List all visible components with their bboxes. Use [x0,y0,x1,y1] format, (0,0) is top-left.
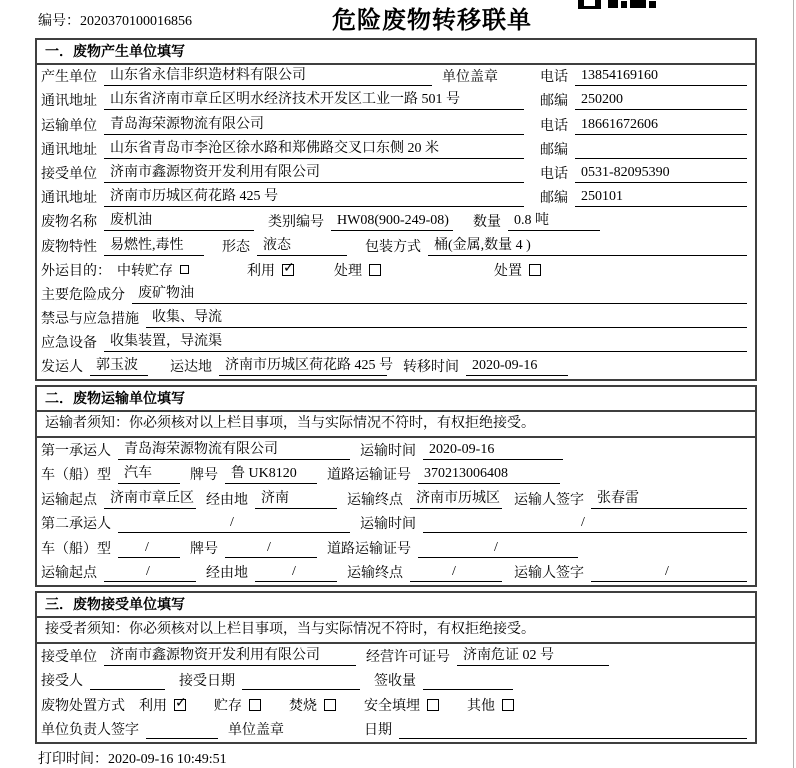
row-equipment [37,331,755,355]
zip2-label: 邮编 [540,142,568,158]
hazard-label: 主要危险成分 [41,287,125,303]
consignor-field: 郭玉波 [90,354,148,376]
manager-sign-field [146,722,218,739]
carrier2-field: / [118,515,350,533]
serial-value: 2020370100016856 [80,14,192,29]
serial-label: 编号： [38,14,80,29]
purpose-dispose-checkbox [529,264,541,276]
row-carrier2 [37,512,755,537]
qr-code-fragment-icon [578,0,658,9]
amount-label: 签收量 [374,674,416,690]
section2-header: 二．废物运输单位填写 [37,387,755,412]
category-field: HW08(900-249-08) [331,213,453,231]
row-receiver [37,162,755,186]
via1-field: 济南 [255,487,337,509]
zip1-label: 邮编 [540,94,568,110]
vehicle1-label: 车（船）型 [41,468,111,484]
purpose-option-treat [334,260,381,280]
form-top-bar [0,0,796,38]
row-route1 [37,487,755,512]
license2-label: 道路运输证号 [327,541,411,557]
vehicle2-label: 车（船）型 [41,541,111,557]
row-manager-sign [37,718,755,743]
phone1-label: 电话 [540,70,568,86]
addr3-label: 通讯地址 [41,191,97,207]
page-title: 危险废物转移联单 [332,7,532,34]
license2-field: / [418,540,578,558]
destination-field: 济南市历城区荷花路 425 号 [219,354,387,376]
receive-unit-label: 接受单位 [41,649,97,665]
transfer-date-label: 转移时间 [403,360,459,376]
addr1-label: 通讯地址 [41,94,97,110]
origin1-field: 济南市章丘区 [104,487,196,509]
license-number-field: 济南危证 02 号 [457,644,609,666]
quantity-field: 0.8 吨 [508,209,600,231]
purpose-treat-label: 处理 [334,263,362,279]
addr2-field: 山东省青岛市李沧区徐水路和郑佛路交叉口东侧 20 米 [104,137,524,159]
transporter-label: 运输单位 [41,118,97,134]
date2-label: 日期 [364,723,392,739]
receive-date-field [242,673,360,690]
row-taboo [37,307,755,331]
carrier1-field: 青岛海荣源物流有限公司 [118,438,350,460]
row-carrier1 [37,438,755,463]
addr2-label: 通讯地址 [41,142,97,158]
purpose-option-recycle [247,260,294,280]
row-disposal [37,693,755,718]
receiver-field: 济南市鑫源物资开发利用有限公司 [104,161,524,183]
purpose-transfer-label: 中转贮存 [117,263,173,279]
addr3-field: 济南市历城区荷花路 425 号 [104,185,524,207]
disposal-burn-label: 焚烧 [289,698,317,714]
disposal-recycle-checkbox [174,699,186,711]
waste-name-field: 废机油 [104,209,254,231]
row-waste-character [37,234,755,258]
sign2-label: 运输人签字 [514,566,584,582]
equipment-field: 收集装置，导流渠 [104,330,747,352]
section-receiver [35,591,757,744]
license1-label: 道路运输证号 [327,468,411,484]
purpose-option-dispose [494,260,541,280]
unit-seal-label: 单位盖章 [442,70,498,86]
page-right-edge [793,0,794,768]
disposal-option-other [467,695,514,715]
via1-label: 经由地 [206,492,248,508]
date2-field [399,722,747,739]
purpose-treat-checkbox [369,264,381,276]
disposal-store-label: 贮存 [214,698,242,714]
purpose-transfer-checkbox [180,265,189,274]
print-time-value: 2020-09-16 10:49:51 [108,752,227,768]
taboo-field: 收集、导流 [146,306,747,328]
disposal-option-burn [289,695,336,715]
disposal-landfill-label: 安全填埋 [364,698,420,714]
phone3-label: 电话 [540,166,568,182]
section1-header: 一．废物产生单位填写 [37,40,755,65]
row-vehicle2 [37,536,755,561]
row-purpose [37,259,755,283]
waste-name-label: 废物名称 [41,215,97,231]
plate1-label: 牌号 [190,468,218,484]
producer-label: 产生单位 [41,70,97,86]
phone3-field: 0531-82095390 [575,165,747,183]
category-label: 类别编号 [268,215,324,231]
end1-field: 济南市历城区 [410,487,502,509]
recipient-label: 接受人 [41,674,83,690]
serial-number [38,10,192,30]
time2-field: / [423,515,747,533]
origin2-field: / [104,564,196,582]
row-producer-address [37,89,755,113]
disposal-recycle-label: 利用 [139,698,167,714]
zip3-field: 250101 [575,189,747,207]
print-time-label: 打印时间： [38,752,108,768]
time1-label: 运输时间 [360,443,416,459]
section3-header: 三．废物接受单位填写 [37,593,755,618]
disposal-landfill-checkbox [427,699,439,711]
row-vehicle1 [37,463,755,488]
producer-field: 山东省永信非织造材料有限公司 [104,64,432,86]
time2-label: 运输时间 [360,517,416,533]
transporter-notice: 运输者须知：你必须核对以上栏目事项，当与实际情况不符时，有权拒绝接受。 [37,412,755,438]
vehicle2-field: / [118,540,180,558]
row-hazard [37,283,755,307]
vehicle1-field: 汽车 [118,462,180,484]
disposal-other-checkbox [502,699,514,711]
zip2-field [575,142,747,159]
purpose-option-transfer [117,260,189,280]
zip3-label: 邮编 [540,191,568,207]
row-waste-name [37,210,755,234]
license-number-label: 经营许可证号 [366,649,450,665]
phone1-field: 13854169160 [575,68,747,86]
disposal-other-label: 其他 [467,698,495,714]
section-producer [35,38,757,381]
disposal-label: 废物处置方式 [41,698,125,714]
end1-label: 运输终点 [347,492,403,508]
license1-field: 370213006408 [418,466,560,484]
disposal-store-checkbox [249,699,261,711]
recipient-field [90,673,165,690]
manager-sign-label: 单位负责人签字 [41,723,139,739]
purpose-recycle-label: 利用 [247,263,275,279]
section-transporter [35,385,757,587]
carrier2-label: 第二承运人 [41,517,111,533]
purpose-label: 外运目的： [41,263,111,279]
disposal-burn-checkbox [324,699,336,711]
quantity-label: 数量 [473,215,501,231]
receiver-seal-label: 单位盖章 [228,723,284,739]
end2-label: 运输终点 [347,566,403,582]
character-label: 废物特性 [41,239,97,255]
row-recipient [37,669,755,694]
via2-label: 经由地 [206,566,248,582]
sign1-field: 张春雷 [591,487,747,509]
plate2-field: / [225,540,317,558]
equipment-label: 应急设备 [41,336,97,352]
packing-label: 包装方式 [365,239,421,255]
receive-unit-field: 济南市鑫源物资开发利用有限公司 [104,644,356,666]
form-field: 液态 [257,234,347,256]
disposal-option-recycle [139,695,186,715]
hazard-field: 废矿物油 [132,282,747,304]
receiver-label: 接受单位 [41,166,97,182]
purpose-dispose-label: 处置 [494,263,522,279]
row-producer [37,65,755,89]
receiver-notice: 接受者须知：你必须核对以上栏目事项，当与实际情况不符时，有权拒绝接受。 [37,618,755,644]
destination-label: 运达地 [170,360,212,376]
row-route2 [37,561,755,586]
carrier1-label: 第一承运人 [41,443,111,459]
origin2-label: 运输起点 [41,566,97,582]
packing-field: 桶(金属,数量 4 ) [428,234,747,256]
time1-field: 2020-09-16 [423,442,563,460]
transfer-date-field: 2020-09-16 [466,358,568,376]
origin1-label: 运输起点 [41,492,97,508]
row-receiver-address [37,186,755,210]
phone2-label: 电话 [540,118,568,134]
form-label: 形态 [222,239,250,255]
sign2-field: / [591,564,747,582]
disposal-option-store [214,695,261,715]
zip1-field: 250200 [575,92,747,110]
via2-field: / [255,564,337,582]
plate2-label: 牌号 [190,541,218,557]
row-consignor [37,355,755,379]
purpose-recycle-checkbox [282,264,294,276]
sign1-label: 运输人签字 [514,492,584,508]
receive-date-label: 接受日期 [179,674,235,690]
end2-field: / [410,564,502,582]
amount-field [423,673,513,690]
row-transporter-address [37,138,755,162]
row-receive-unit [37,644,755,669]
print-time [38,748,796,768]
row-transporter [37,113,755,137]
consignor-label: 发运人 [41,360,83,376]
taboo-label: 禁忌与应急措施 [41,312,139,328]
phone2-field: 18661672606 [575,117,747,135]
character-field: 易燃性,毒性 [104,234,204,256]
plate1-field: 鲁 UK8120 [225,462,317,484]
transporter-field: 青岛海荣源物流有限公司 [104,113,524,135]
addr1-field: 山东省济南市章丘区明水经济技术开发区工业一路 501 号 [104,88,524,110]
disposal-option-landfill [364,695,439,715]
